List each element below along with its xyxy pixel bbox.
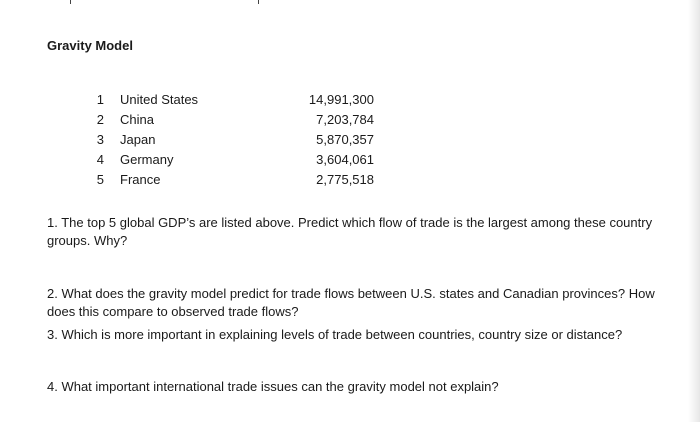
rank-cell: 2 — [96, 112, 104, 127]
question-4: 4. What important international trade issues can the gravity model not explain? — [47, 379, 499, 394]
gdp-value-cell: 5,870,357 — [316, 132, 374, 147]
country-cell: China — [120, 112, 154, 127]
gdp-value-cell: 7,203,784 — [316, 112, 374, 127]
rank-cell: 3 — [96, 132, 104, 147]
country-cell: Germany — [120, 152, 174, 167]
question-1: 1. The top 5 global GDP’s are listed above. Predict which flow of trade is the largest among these country groups. Why? — [47, 215, 653, 248]
table-row — [88, 90, 374, 110]
table-row — [88, 130, 374, 150]
gdp-value-cell: 2,775,518 — [316, 172, 374, 187]
country-cell: Japan — [120, 132, 156, 147]
page-right-edge — [688, 0, 700, 422]
rank-cell: 4 — [96, 152, 104, 167]
question-3: 3. Which is more important in explaining levels of trade between countries, country size or distance? — [47, 327, 623, 342]
gdp-value-cell: 3,604,061 — [316, 152, 374, 167]
rank-cell: 1 — [96, 92, 104, 107]
table-row — [88, 110, 374, 130]
top-edge-mark-right — [258, 0, 259, 4]
gdp-value-cell: 14,991,300 — [308, 92, 374, 107]
top-edge-mark-left — [70, 0, 71, 4]
question-2: 2. What does the gravity model predict for trade flows between U.S. states and Canadian provinces? How does this compare to observed trade flows? — [47, 286, 655, 319]
rank-cell: 5 — [96, 172, 104, 187]
country-cell: United States — [120, 92, 199, 107]
country-cell: France — [120, 172, 161, 187]
table-row — [88, 170, 374, 190]
table-row — [88, 150, 374, 170]
document-title: Gravity Model — [47, 38, 133, 53]
gdp-table — [88, 90, 374, 190]
